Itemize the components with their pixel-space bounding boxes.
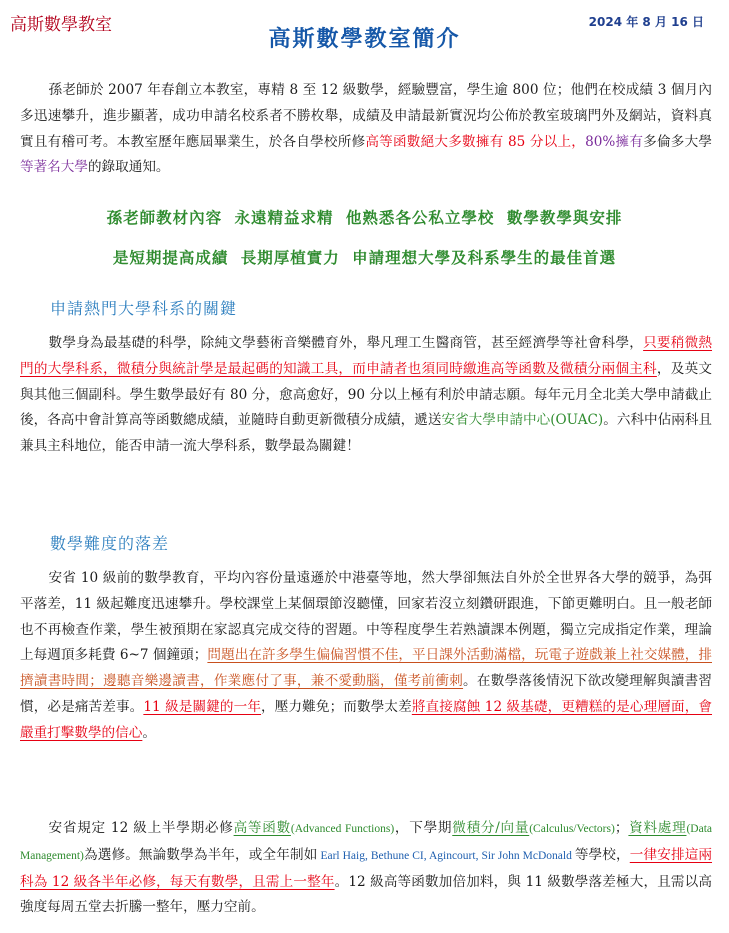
difficulty-text-end: 。	[142, 724, 156, 741]
admission-text: 數學身為最基礎的科學，除純文學藝術音樂體育外，舉凡理工生醫商管，甚至經濟學等社會科學，	[48, 335, 644, 351]
difficulty-paragraph	[20, 566, 712, 747]
difficulty-highlight-confidence: 將直接腐蝕 12 級基礎，更糟糕的是心理層面，會嚴重打擊數學的信心	[20, 698, 713, 741]
difficulty-highlight-grade11: 11 級是關鍵的一年	[143, 698, 262, 715]
difficulty-text-pressure: ，壓力難免；而數學太差	[261, 698, 412, 715]
intro-text: 孫老師於 2007 年春創立本教室，專精 8 至 12 級數學，經驗豐富，學生逾 800 位；他們在校成績 3 個月內多迅速攀升，進步顯著，成功申請名校系者不勝枚舉，成績及申請最新實況均公佈於教室玻璃門外及網站，資料真實且有稽可考。本教室歷年應屆畢業生，於各自學校所修	[20, 82, 712, 150]
intro-highlight-percent: 80%擁有	[585, 133, 644, 150]
difficulty-highlight-habits: 問題出在許多學生偏偏習慣不佳，平日課外活動滿檔，玩電子遊戲兼上社交媒體，排擠讀書時間；邊聽音樂邊讀書，作業應付了事，兼不愛動腦，僅考前衝刺	[20, 647, 712, 690]
logo-text: 高斯數學教室	[10, 15, 112, 35]
curriculum-highlight-fullyear: 一律安排這兩科為 12 級各半年必修，每天有數學，且需上一整年	[20, 846, 713, 890]
curriculum-text: 安省規定 12 級上半學期必修	[48, 820, 234, 836]
intro-highlight-score: 高等函數絕大多數擁有 85 分以上，	[365, 133, 586, 150]
curriculum-text-3: ；	[614, 820, 629, 836]
course-advanced-functions: 高等函數	[233, 820, 291, 836]
intro-paragraph	[20, 78, 712, 181]
course-calculus-vectors: 微積分/向量	[452, 820, 530, 836]
admission-paragraph	[20, 331, 712, 460]
curriculum-text-2: ，下學期	[394, 820, 453, 836]
curriculum-text-end: 。12 級高等函數加倍加料，與 11 級數學落差極大，且需以高強度每周五堂去折騰一整年，壓力空前。	[20, 873, 712, 916]
intro-highlight-universities: 等著名大學	[20, 159, 88, 176]
course-calculus-vectors-en: (Calculus/Vectors)	[529, 823, 615, 835]
section-heading-admission: 申請熱門大學科系的關鍵	[50, 299, 238, 318]
difficulty-text-habits: 。在數學落後情況下欲改變理解與讀書習慣，必是痛苦差事。	[20, 673, 713, 715]
slogan-line-2: 是短期提高成績 長期厚植實力 申請理想大學及科系學生的最佳首選	[112, 248, 617, 267]
school-list: Earl Haig, Bethune CI, Agincourt, Sir John McDonald	[317, 849, 575, 862]
section-heading-difficulty: 數學難度的落差	[50, 534, 170, 553]
admission-highlight-ouac: 安省大學申請中心(OUAC)	[441, 412, 604, 429]
course-data-management-en: (Data Management)	[20, 823, 713, 862]
difficulty-text: 安省 10 級前的數學教育，平均內容份量遠遜於中港臺等地，然大學卻無法自外於全世界各大學的競爭，為弭平落差，11 級起難度迅速攀升。學校課堂上某個環節沒聽懂，回家若沒立刻鑽研跟進，下節更難明白。且一般老師也不再檢查作業，學生被預期在家認真完成交待的習題。中等程度學生若熟讀課本例題，獨立完成指定作業，理論上每週頂多耗費 6~7 個鐘頭；	[20, 570, 712, 664]
admission-text-end: 。六科中佔兩科且兼具主科地位，能否申請一流大學科系，數學最為關鍵！	[20, 412, 713, 455]
curriculum-text-5: 等學校，	[574, 846, 630, 863]
curriculum-paragraph	[20, 816, 712, 921]
intro-text-end: 的錄取通知。	[87, 159, 170, 176]
curriculum-text-4: 為選修。無論數學為半年，或全年制如	[83, 846, 318, 863]
admission-highlight-calculus: 只要稍微熱門的大學科系，微積分與統計學是最起碼的知識工具，而申請者也須同時繳進高等函數及微積分兩個主科	[20, 335, 713, 377]
intro-text-uoft: 多倫多大學	[643, 133, 713, 150]
course-data-management: 資料處理	[628, 820, 687, 836]
slogan-line-1: 孫老師教材內容 永遠精益求精 他熟悉各公私立學校 數學教學與安排	[106, 208, 623, 227]
page-title: 高斯數學教室簡介	[268, 27, 461, 52]
admission-text-scores: ，及英文與其他三個副科。學生數學最好有 80 分，愈高愈好，90 分以上極有利於申請志願。每年元月全北美大學申請截止後，各高中會計算高等函數總成績，並隨時自動更新微積分成績，遞送	[20, 360, 713, 429]
document-date: 2024 年 8 月 16 日	[588, 15, 704, 29]
course-advanced-functions-en: (Advanced Functions)	[290, 823, 395, 835]
